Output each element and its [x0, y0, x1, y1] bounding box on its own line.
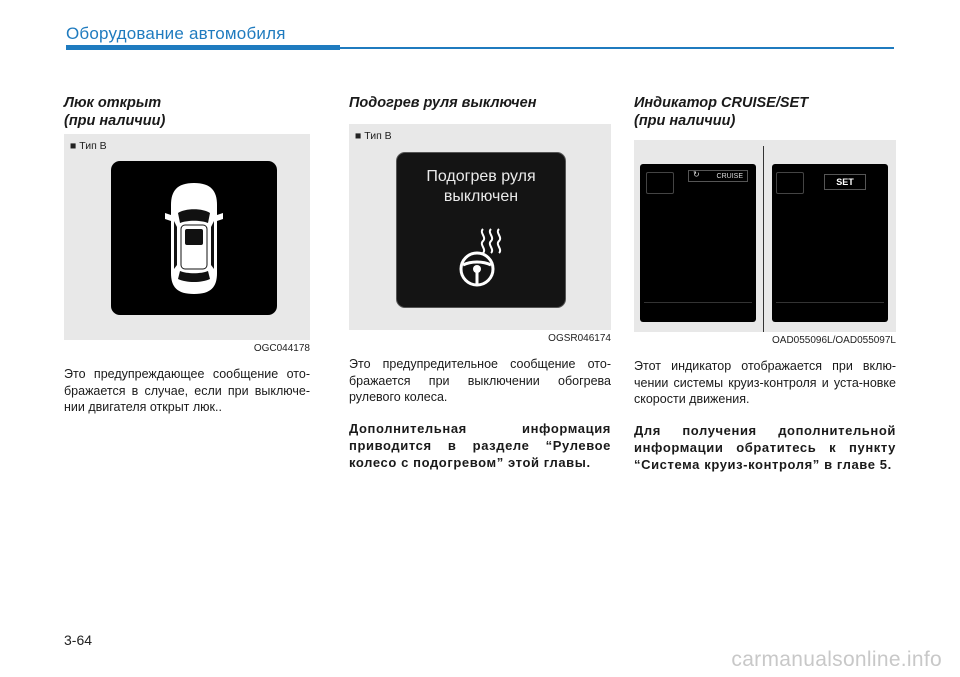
section-body: Это предупредительное сообщение ото-бражается при выключении обогрева рулевого колеса. — [349, 357, 611, 404]
car-top-view-sunroof-open-icon — [111, 161, 277, 315]
section-body: Этот индикатор отображается при вклю-чении системы круиз-контроля и уста-новке скорости движения. — [634, 359, 896, 406]
display-divider — [644, 302, 752, 303]
section-title-line: Подогрев руля выключен — [349, 95, 537, 111]
display-divider — [776, 302, 884, 303]
display-message — [397, 167, 565, 207]
figure-heated-wheel — [349, 124, 611, 330]
figure-code: OGC044178 — [253, 343, 310, 354]
figure-code: OAD055096L/OAD055097L — [772, 335, 896, 346]
set-display — [772, 164, 888, 322]
figure-divider — [763, 146, 764, 332]
header-rule — [340, 47, 894, 49]
indicator-slot — [776, 172, 804, 194]
page-number: 3-64 — [64, 632, 93, 648]
cluster-display — [396, 152, 566, 308]
cruise-display — [640, 164, 756, 322]
section-body: Это предупреждающее сообщение ото-бражается в случае, если при выключе-нии двигателя открыт люк.. — [64, 367, 310, 414]
section-sunroof-open — [64, 94, 310, 416]
cluster-display — [111, 161, 277, 315]
chapter-title: Оборудование автомобиля — [66, 24, 286, 43]
heated-steering-wheel-icon — [453, 225, 509, 289]
section-cruise-set — [634, 94, 896, 473]
display-message-line: Подогрев руля — [426, 168, 536, 185]
section-note: Для получения дополнительной информации обратитесь к пункту “Система круиз-контроля” в главе 5. — [634, 422, 896, 472]
watermark: carmanualsonline.info — [731, 648, 942, 671]
section-title — [634, 94, 896, 130]
display-message-line: выключен — [443, 188, 519, 205]
section-note: Дополнительная информация приводится в разделе “Рулевое колесо с подогревом” этой главы. — [349, 420, 611, 470]
section-title-line: Индикатор CRUISE/SET — [634, 95, 809, 111]
cruise-indicator-label: CRUISE — [716, 173, 743, 180]
cruise-icon: ↻ — [693, 170, 700, 179]
section-title-line: Люк открыт — [64, 95, 162, 111]
indicator-slot — [646, 172, 674, 194]
figure-type-label: ■ Тип В — [70, 140, 107, 152]
figure-type-label: ■ Тип В — [355, 130, 392, 142]
section-title — [64, 94, 310, 130]
header-rule-accent — [66, 45, 340, 50]
section-title-line: (при наличии) — [634, 113, 736, 129]
figure-cruise-set — [634, 140, 896, 332]
figure-code: OGSR046174 — [548, 333, 611, 344]
section-title-line: (при наличии) — [64, 113, 166, 129]
section-heated-wheel-off — [349, 94, 611, 471]
cruise-indicator — [688, 170, 748, 182]
figure-sunroof — [64, 134, 310, 340]
set-indicator: SET — [824, 174, 866, 190]
section-title — [349, 94, 611, 112]
